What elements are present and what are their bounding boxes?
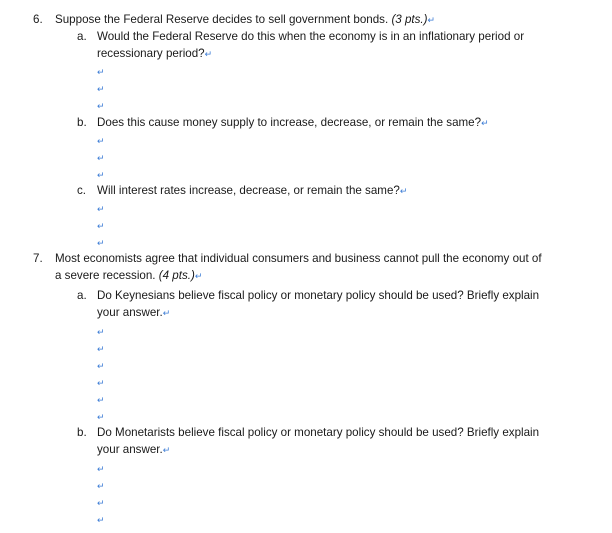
empty-paragraph-mark-icon: ↵ (97, 498, 105, 508)
q7-line1: Most economists agree that individual consumers and business cannot pull the economy out of (55, 252, 542, 265)
q7a-line1: Do Keynesians believe fiscal policy or monetary policy should be used? Briefly explain (97, 289, 540, 302)
q7b-letter: b. (77, 426, 87, 439)
q6b-text: Does this cause money supply to increase, decrease, or remain the same? (97, 116, 482, 129)
paragraph-mark-icon: ↵ (162, 308, 171, 318)
paragraph-mark-icon: ↵ (194, 271, 203, 281)
empty-paragraph-mark-icon: ↵ (97, 378, 105, 388)
q7a-letter: a. (77, 289, 87, 302)
q7a-line2-text: your answer. (97, 306, 163, 319)
q7b-line1: Do Monetarists believe fiscal policy or monetary policy should be used? Briefly explain (97, 426, 540, 439)
q7-line2-text: a severe recession. (55, 269, 156, 282)
empty-paragraph-mark-icon: ↵ (97, 136, 105, 146)
paragraph-mark-icon: ↵ (481, 118, 489, 128)
q6c-line (97, 184, 407, 198)
empty-paragraph-mark-icon: ↵ (97, 395, 105, 405)
q6-number: 6. (33, 13, 43, 26)
empty-paragraph-mark-icon: ↵ (97, 361, 105, 371)
q6a-line2-text: recessionary period? (97, 47, 205, 60)
paragraph-mark-icon: ↵ (399, 186, 408, 196)
q7-number: 7. (33, 252, 43, 265)
q6-stem (55, 13, 435, 27)
empty-paragraph-mark-icon: ↵ (97, 464, 105, 474)
q6b-line (97, 116, 489, 130)
q6c-letter: c. (77, 184, 87, 197)
paragraph-mark-icon: ↵ (427, 15, 436, 25)
q7-line2 (55, 269, 202, 283)
empty-paragraph-mark-icon: ↵ (97, 221, 105, 231)
q7a-line2 (97, 306, 170, 320)
empty-paragraph-mark-icon: ↵ (97, 67, 105, 77)
q6a-line2 (97, 47, 212, 61)
empty-paragraph-mark-icon: ↵ (97, 204, 105, 214)
empty-paragraph-mark-icon: ↵ (97, 412, 105, 422)
q6c-text: Will interest rates increase, decrease, or remain the same? (97, 184, 400, 197)
paragraph-mark-icon: ↵ (162, 445, 171, 455)
q7b-line2-text: your answer. (97, 443, 163, 456)
empty-paragraph-mark-icon: ↵ (97, 238, 105, 248)
q6-points: (3 pts.) (391, 13, 428, 26)
q6a-line1: Would the Federal Reserve do this when the economy is in an inflationary period or (97, 30, 525, 43)
empty-paragraph-mark-icon: ↵ (97, 481, 105, 491)
empty-paragraph-mark-icon: ↵ (97, 344, 105, 354)
q6b-letter: b. (77, 116, 87, 129)
empty-paragraph-mark-icon: ↵ (97, 84, 105, 94)
empty-paragraph-mark-icon: ↵ (97, 515, 105, 525)
q6a-letter: a. (77, 30, 87, 43)
empty-paragraph-mark-icon: ↵ (97, 327, 105, 337)
empty-paragraph-mark-icon: ↵ (97, 170, 105, 180)
q7b-line2 (97, 443, 170, 457)
q6-text: Suppose the Federal Reserve decides to sell government bonds. (55, 13, 389, 26)
q7-points: (4 pts.) (158, 269, 195, 282)
paragraph-mark-icon: ↵ (204, 49, 213, 59)
empty-paragraph-mark-icon: ↵ (97, 101, 105, 111)
empty-paragraph-mark-icon: ↵ (97, 153, 105, 163)
